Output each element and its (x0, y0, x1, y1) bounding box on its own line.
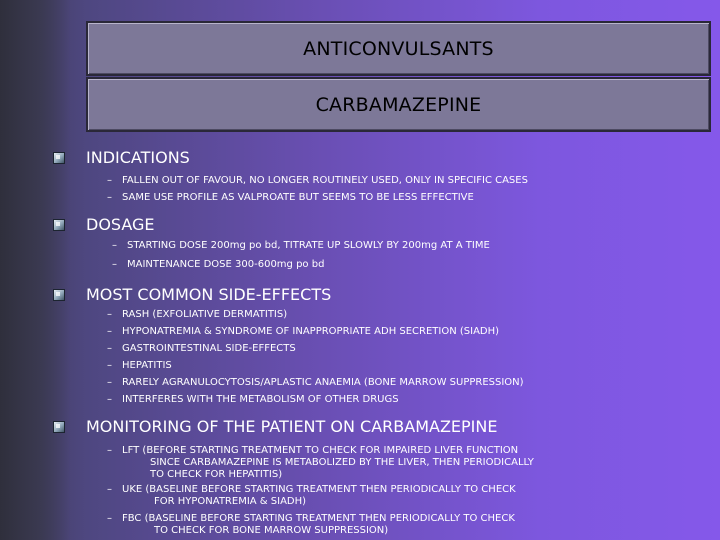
title-box-sub (86, 77, 711, 132)
dash-marker: – (107, 484, 112, 495)
list-item: – GASTROINTESTINAL SIDE-EFFECTS (107, 343, 296, 354)
dash-marker: – (107, 360, 112, 371)
list-item: – STARTING DOSE 200mg po bd, TITRATE UP SLOWLY BY 200mg AT A TIME (112, 240, 490, 251)
dash-marker: – (112, 240, 117, 251)
dash-marker: – (112, 259, 117, 270)
list-item: – RARELY AGRANULOCYTOSIS/APLASTIC ANAEMIA (BONE MARROW SUPPRESSION) (107, 377, 524, 388)
list-item: – SAME USE PROFILE AS VALPROATE BUT SEEMS TO BE LESS EFFECTIVE (107, 192, 474, 203)
list-item: – HEPATITIS (107, 360, 172, 371)
list-item: – MAINTENANCE DOSE 300-600mg po bd (112, 259, 325, 270)
section-heading: MONITORING OF THE PATIENT ON CARBAMAZEPINE (86, 417, 498, 436)
dash-marker: – (107, 326, 112, 337)
page-subtitle: CARBAMAZEPINE (315, 93, 482, 116)
dash-marker: – (107, 394, 112, 405)
section-heading: DOSAGE (86, 215, 155, 234)
list-item: – LFT (BEFORE STARTING TREATMENT TO CHECK FOR IMPAIRED LIVER FUNCTION SINCE CARBAMAZEPINE IS METABOLIZED BY THE LIVER, THEN PERIODICALLY TO CHECK FOR HEPATITIS) (107, 445, 534, 480)
dash-marker: – (107, 513, 112, 524)
list-item: – RASH (EXFOLIATIVE DERMATITIS) (107, 309, 288, 320)
square-bullet-icon (53, 219, 65, 231)
square-bullet-icon (53, 152, 65, 164)
dash-marker: – (107, 309, 112, 320)
list-item: – INTERFERES WITH THE METABOLISM OF OTHER DRUGS (107, 394, 399, 405)
list-item: – HYPONATREMIA & SYNDROME OF INAPPROPRIATE ADH SECRETION (SIADH) (107, 326, 500, 337)
section-heading: INDICATIONS (86, 148, 190, 167)
dash-marker: – (107, 343, 112, 354)
section-heading: MOST COMMON SIDE-EFFECTS (86, 285, 332, 304)
left-decorative-bar (0, 0, 70, 540)
title-box-main (86, 21, 711, 76)
page-title: ANTICONVULSANTS (303, 37, 494, 60)
dash-marker: – (107, 377, 112, 388)
list-item: – FBC (BASELINE BEFORE STARTING TREATMENT THEN PERIODICALLY TO CHECK TO CHECK FOR BONE MARROW SUPPRESSION) (107, 513, 515, 536)
list-item: – UKE (BASELINE BEFORE STARTING TREATMENT THEN PERIODICALLY TO CHECK FOR HYPONATREMIA & SIADH) (107, 484, 516, 507)
dash-marker: – (107, 192, 112, 203)
dash-marker: – (107, 175, 112, 186)
square-bullet-icon (53, 289, 65, 301)
list-item: – FALLEN OUT OF FAVOUR, NO LONGER ROUTINELY USED, ONLY IN SPECIFIC CASES (107, 175, 528, 186)
dash-marker: – (107, 445, 112, 456)
square-bullet-icon (53, 421, 65, 433)
